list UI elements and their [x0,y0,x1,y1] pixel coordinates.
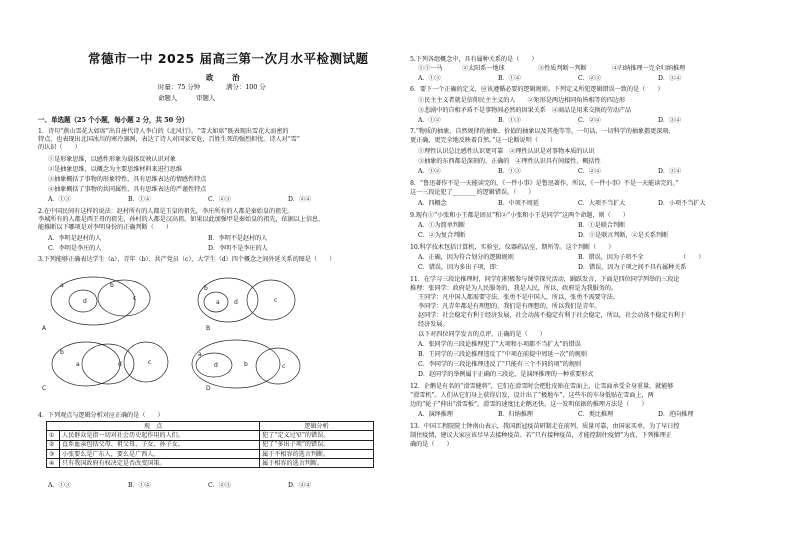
q5-choice-b[interactable]: B．①④ [498,75,521,82]
q10-stem: 10.科学技术包括计算机、实验室、仪器药品室，期所等。这个判断（ ） [410,244,615,251]
q8-choice-b[interactable]: B．中项不周延 [498,200,539,207]
q2-stem: 2.在中国民间有这样的说法：赵村所有的人都是玉皇的祖先，李庄所有的人都是秦始皇的祖先。 [38,208,294,215]
q6-choice-b[interactable]: B．①③ [498,117,521,124]
q2-choice-d[interactable]: D．李明不是李庄的人 [208,245,268,252]
row-view: 人民群众是指一切对社会历史起作用的人们。 [60,431,260,440]
q8-stem: 这一三段论犯了________的逻辑错误。（ ） [410,189,535,196]
row-num: ② [47,440,60,449]
venn-caption: B [206,325,211,332]
q7-choice-b[interactable]: B．①③ [498,168,521,175]
q10-choice-c[interactable]: C．错误，因为多出子项，即： [418,264,502,271]
exam-score: 满分：100 分 [226,83,266,91]
q7-option: ①理性认识总比感性认识更可靠 ②理性认识是对事物本质的认识 [418,148,595,155]
venn-label-d: d [83,298,87,305]
q8-choice-c[interactable]: C．大项不当扩大 [578,200,626,207]
q9-choice-c[interactable]: C．②为复合判断 [418,232,466,239]
venn-caption: C [42,385,47,392]
q7-option: ③抽象的东西都是深刻的、正确的 ④理性认识具有间接性、概括性 [418,158,601,165]
row-analysis: 犯了“定义过窄”的错误。 [260,431,374,440]
q11-choice-b[interactable]: B．王同学的三段论推理违反了“中项在前提中周延一次”的规则 [418,351,587,358]
q1-option: ①是形象思维，以感性形象为载体反映认识对象 [48,156,176,163]
q4-choice-a[interactable]: A．①③ [48,482,71,489]
venn-label-a: a [76,361,80,368]
q1-stem: 特点，也表现出北国冰川的寒冷凛冽，表达了诗人对国家安危、百姓生死的强烈担忧。诗人对“雪” [38,136,300,143]
table-row [47,459,374,468]
q13-stem: 13．中国工程院院士钟南山表示，我国新冠疫苗研制走在前列，质量可靠，由国家买单，为了早日控 [410,423,680,430]
q2-stem: 能推断以下哪项是对李明身份的正确判断（ ） [38,224,172,231]
q6-option: ①民主主义者就是信仰民主主义的人 ②矩形是两边相同角皆相等的四边形 [418,97,625,104]
q11-line: 李同学：凡青年都是有理想的，我们是有理想的，所以我们是青年。 [418,303,601,310]
exam-title: 常德市一中 2025 届高三第一次月水平检测试题 [88,51,369,66]
venn-label-c: c [133,295,137,302]
q13-stem: 确的是（ ） [410,441,453,448]
q11-stem: 推理：张同学：政府是为人民服务的，我是人民，所以，政府是为我服务的。 [410,285,617,292]
q5-option: ③性质判断一判断 [538,65,587,72]
q4-table [46,421,374,468]
venn-label-b: b [60,349,64,356]
row-view: 只有我国政府有权决定是否改变国策。 [60,459,260,468]
venn-label-a: a [198,351,202,358]
venn-label-d: d [214,362,218,369]
venn-label-a: a [216,299,220,306]
q12-choice-c[interactable]: C．类比推理 [578,411,614,418]
venn-caption: D [206,385,211,392]
q4-choice-b[interactable]: B．①④ [128,482,151,489]
q10-choice-d[interactable]: D．错误，因为子项之间不具有属种关系 [578,264,687,271]
venn-label-a: a [60,282,64,289]
row-num: ④ [47,459,60,468]
venn-label-c: c [282,363,286,370]
exam-author: 命题人 [158,94,178,102]
row-analysis: 属于不相容的选言判断。 [260,449,374,458]
q3-venn-diagrams [38,266,398,396]
q2-choice-a[interactable]: A．李明是赵村的人 [48,235,102,242]
table-row [47,440,374,449]
q5-option: ④归纳推理一完全归纳推理 [612,65,686,72]
q12-choice-a[interactable]: A．演绎推理 [418,411,453,418]
q2-choice-b[interactable]: B．李明不是赵村的人 [208,235,268,242]
subject-label: 政 治 [206,73,248,82]
q8-choice-d[interactable]: D．小项不当扩大 [658,200,706,207]
venn-label-b: b [244,361,248,368]
row-num: ① [47,431,60,440]
q1-choice-d[interactable]: D．②④ [288,196,312,203]
exam-reviewer: 审题人 [196,94,216,102]
q6-option: ③悲剧中的自相矛盾不是事物间必然的因果关系 ④商品是用来交换的劳动产品 [418,107,632,114]
q1-option: ④抽象概括了事物的共同属性，具有思维表达的严谨性特点 [48,186,207,193]
q11-choice-c[interactable]: C．李同学的三段论推理违反了“只能有三个不同的项”的规则 [418,361,581,368]
q3-stem: 3.下列能够正确表达学生（a）、青年（b）、共产党员（c）、大学生（d）四个概念之间外延关系的图是（ ） [38,256,336,263]
q1-choice-b[interactable]: B．①④ [128,196,151,203]
q1-option: ②是抽象思维，以概念为主要思维材料来进行思维 [48,166,182,173]
venn-label-d: d [118,361,122,368]
row-analysis: 属于相容的选言判断。 [260,459,374,468]
q1-option: ③抽象概括了事物的形象特性，具有思维表达的情感性特点 [48,176,207,183]
row-analysis: 犯了“多出子项”的错误。 [260,440,374,449]
venn-label-b: b [110,282,114,289]
q10-paren: （ ） [680,254,705,261]
q2-stem: 李城所有的人都是西王母的祖先，孙村的人都是汉高祖。如果以此加强甲是秦始皇的祖先，依据以上信息， [38,216,325,223]
q9-choice-d[interactable]: D．①是联言判断，②是关系判断 [578,232,669,239]
venn-caption: A [42,325,47,332]
table-header: 观 点 [47,422,260,431]
q4-stem: 4．下列观点与逻辑分析对应正确的是（ ） [38,412,164,419]
q7-choice-d[interactable]: D．③④ [658,168,682,175]
q10-choice-b[interactable]: B．错误，因为子项不全 [578,254,644,261]
venn-label-c: c [274,297,278,304]
q12-choice-b[interactable]: B．归纳推理 [498,411,533,418]
q6-choice-d[interactable]: D．③④ [658,117,682,124]
q8-choice-a[interactable]: A．四概念 [418,200,447,207]
venn-label-c: c [148,359,152,366]
q11-line: 赵同学：社会稳定有利于经济发展，社会动荡不稳定有利于社会稳定，所以，社会动荡不稳定有利于 [418,312,686,319]
q9-stem: 9.现有①“小张和小王都是团员”和②“小张和小王是同学”这两个命题，则（ ） [410,212,629,219]
q5-choice-c[interactable]: C．②③ [578,75,601,82]
q6-stem: 6．要下一个正确的定义，应该遵循必要的逻辑规则。下列定义所犯逻辑错误一致的是（ ） [410,86,664,93]
q1-stem: 1．诗句“燕山雪花大如席”出自唐代诗人李白的《北风行》。“雪大如席”既表现出雪花大而密的 [38,128,289,135]
q10-choice-a[interactable]: A．正确，因为符合划分的逻辑规则 [418,254,514,261]
table-header-row [47,422,374,431]
q8-stem: 8．“鲁迅著作不是一天能读完的，《一件小事》是鲁迅著作，所以，《一件小事》不是一天能读完的。” [410,180,679,187]
q7-choice-a[interactable]: A．①② [418,168,441,175]
q12-stem: “滑雪机”。人们从它们身上获得启发，设计出了“极地车”，这些车的车身低贴在雪面上，两 [410,392,654,399]
q11-choice-d[interactable]: D．赵同学的举例属于正确的三段论，是演绎推理的一种重要形式 [418,371,594,378]
venn-b [198,278,295,322]
q11-line: 以下对四位同学发言的点评，正确的是（ ） [418,331,546,338]
q4-choice-d[interactable]: D．②④ [288,482,312,489]
q1-stem: 的认识（ ） [38,144,81,151]
q9-choice-b[interactable]: B．①是联合判断 [578,222,626,229]
q11-line: 经济发展。 [418,321,449,328]
q1-choice-c[interactable]: C．②③ [208,196,231,203]
q7-stem: 更正确、更完全地反映着自然。”这一论断说明（ ） [410,137,557,144]
q7-stem: 7.“物质的抽象、自然规律的抽象、价值的抽象以及其他等等，一句话，一切科学的抽象都更深刻、 [410,128,675,135]
q13-stem: 制住疫情，建议大家应该尽早去接种疫苗。若“只有接种疫苗，才能控制住疫情”为真，下列推理正 [410,432,672,439]
table-header: 逻辑分析 [260,422,374,431]
q12-choice-d[interactable]: D．逆向推理 [658,411,694,418]
q4-choice-c[interactable]: C．②③ [208,482,231,489]
q5-choice-a[interactable]: A．①③ [418,75,441,82]
q5-stem: 5.下列各组概念中，具有属种关系的是（ ） [410,56,538,63]
q2-choice-c[interactable]: C．李明是李庄的人 [48,245,102,252]
q11-choice-a[interactable]: A．张同学的三段论推理犯了“大项和小项都不当扩大”的错误 [418,341,581,348]
table-row [47,431,374,440]
q11-line: 王同学：凡中国人都需要守法，张勇不是中国人，所以，张勇不需要守法。 [418,294,619,301]
q5-option: ②太阳系一地球 [462,65,505,72]
q7-choice-c[interactable]: C．②④ [578,168,601,175]
q11-stem: 11．在学习三段论推理时，同学们积极参与课堂探究活动，踊跃发言，下面是四位同学列举的三段论 [410,276,680,283]
q1-choice-a[interactable]: A．①③ [48,196,71,203]
q6-choice-c[interactable]: C．②④ [578,117,601,124]
q12-stem: 12．企鹅是有名的“滑雪健将”，它们在滑雪时会把肚皮贴在雪面上，让雪面承受全身重量，就能够 [410,383,674,390]
q6-choice-a[interactable]: A．①② [418,117,441,124]
section-heading: 一、单选题（25 个小题，每小题 2 分，共 50 分） [38,116,189,124]
table-row [47,449,374,458]
exam-time: 时量：75 分钟 [158,83,201,91]
row-num: ③ [47,449,60,458]
venn-label-d: d [234,299,238,306]
q12-stem: 边的“轮子”伸出“滑雪板”，滑雪的速度比企鹅还快。这一发明依据的推理方法是（ ） [410,401,648,408]
row-view: 直系血亲包括父母、祖父母、子女、孙子女。 [60,440,260,449]
row-view: 小张要么是广东人，要么是广西人。 [60,449,260,458]
q5-choice-d[interactable]: D．③④ [658,75,682,82]
q5-option: ①①一马 [418,65,443,72]
venn-label-b: b [204,285,208,292]
q9-choice-a[interactable]: A．①为简单判断 [418,222,465,229]
